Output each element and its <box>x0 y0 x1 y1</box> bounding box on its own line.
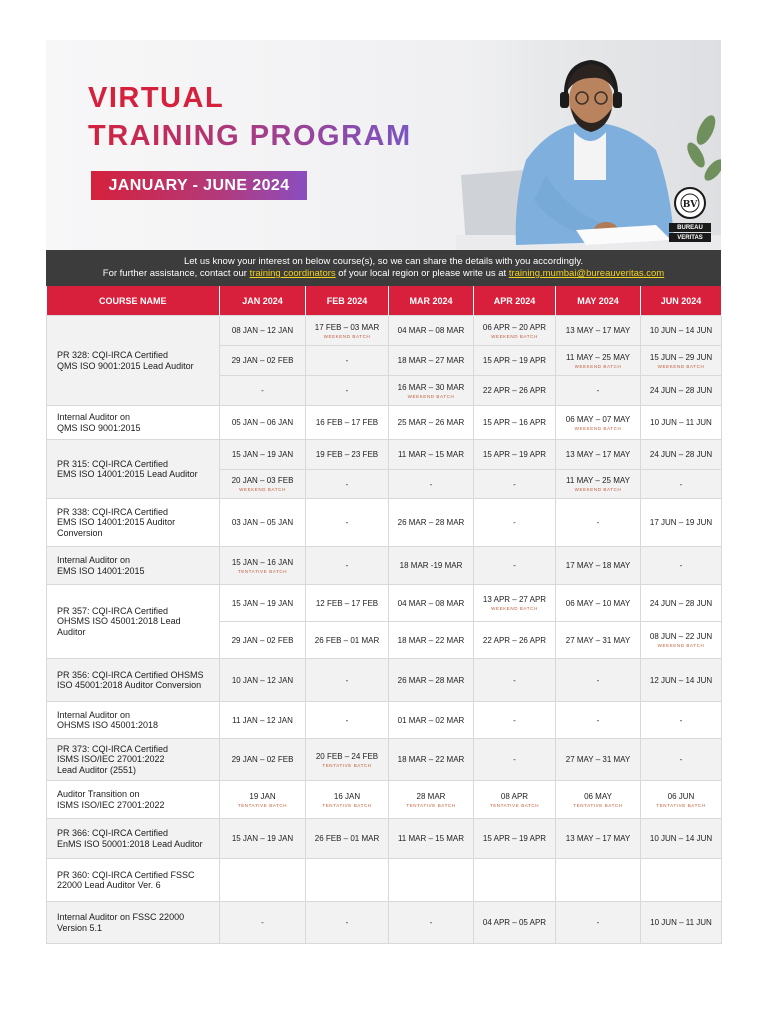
course-name-line: EMS ISO 14001:2015 Lead Auditor <box>57 469 198 479</box>
batch-dates: - <box>596 386 600 395</box>
schedule-cell <box>641 585 722 622</box>
schedule-cell <box>556 316 641 346</box>
batch-dates: 13 MAY – 17 MAY <box>565 450 631 459</box>
batch-dates: 16 MAR – 30 MAR <box>397 382 465 392</box>
batch-dates: - <box>596 918 600 927</box>
course-name-line: ISO 45001:2018 Auditor Conversion <box>57 680 202 690</box>
course-name-cell <box>47 316 220 406</box>
course-name-line: PR 360: CQI-IRCA Certified FSSC <box>57 869 195 880</box>
course-name-line: PR 328: CQI-IRCA Certified <box>57 350 169 360</box>
schedule-cell <box>474 902 556 944</box>
batch-dates: - <box>596 518 600 527</box>
course-name-line: ISMS ISO/IEC 27001:2022 <box>57 799 165 810</box>
batch-dates: - <box>513 755 516 764</box>
course-name-cell <box>47 440 220 499</box>
batch-dates: 15 APR – 19 APR <box>482 450 547 459</box>
schedule-cell <box>556 499 641 547</box>
schedule-cell <box>220 659 306 702</box>
schedule-cell <box>220 316 306 346</box>
schedule-cell <box>474 346 556 376</box>
batch-type-note: WEEKEND BATCH <box>239 487 286 492</box>
schedule-cell <box>556 659 641 702</box>
column-header-month: JUN 2024 <box>641 286 722 316</box>
schedule-cell <box>474 316 556 346</box>
schedule-cell <box>306 499 389 547</box>
schedule-cell <box>474 440 556 470</box>
batch-dates: 15 APR – 16 APR <box>482 418 547 427</box>
table-row <box>47 902 722 944</box>
batch-dates: 06 MAY – 10 MAY <box>565 598 631 608</box>
batch-dates: 29 JAN – 02 FEB <box>231 356 294 365</box>
batch-dates: 06 MAY – 07 MAY <box>565 414 631 424</box>
batch-type-note: TENTATIVE BATCH <box>573 802 623 808</box>
course-name-line: Auditor Transition on <box>57 789 140 799</box>
schedule-cell <box>641 739 722 781</box>
batch-dates: - <box>345 715 349 725</box>
schedule-cell <box>220 739 306 781</box>
batch-dates: 04 APR – 05 APR <box>482 918 547 927</box>
schedule-cell <box>474 659 556 702</box>
schedule-cell <box>556 376 641 406</box>
batch-type-note: TENTATIVE BATCH <box>406 802 456 808</box>
schedule-cell <box>220 859 306 902</box>
column-header-month: FEB 2024 <box>306 286 389 316</box>
schedule-cell <box>641 547 722 585</box>
course-name-cell <box>47 702 220 739</box>
batch-dates: - <box>345 356 349 365</box>
batch-dates: 11 MAR – 15 MAR <box>397 450 465 459</box>
column-header-month: MAY 2024 <box>556 286 641 316</box>
schedule-cell <box>306 470 389 499</box>
table-row <box>47 702 722 739</box>
batch-dates: 15 APR – 19 APR <box>482 834 547 843</box>
brochure-page <box>46 40 721 944</box>
schedule-cell <box>641 376 722 406</box>
schedule-cell <box>306 585 389 622</box>
schedule-cell <box>641 316 722 346</box>
schedule-cell <box>474 819 556 859</box>
batch-dates: 15 JUN – 29 JUN <box>649 352 713 362</box>
batch-dates: 26 FEB – 01 MAR <box>314 635 380 645</box>
batch-dates: 05 JAN – 06 JAN <box>231 418 294 427</box>
batch-dates: - <box>513 561 516 570</box>
schedule-cell <box>306 819 389 859</box>
course-name-line: PR 356: CQI-IRCA Certified OHSMS <box>57 669 204 680</box>
schedule-cell <box>389 739 474 781</box>
course-name-cell <box>47 859 220 902</box>
info-bar <box>46 250 721 286</box>
batch-dates: 22 APR – 26 APR <box>482 635 547 645</box>
course-name-line: Internal Auditor on <box>57 555 131 565</box>
batch-dates: - <box>345 675 349 685</box>
batch-dates: - <box>261 918 264 927</box>
schedule-cell <box>641 902 722 944</box>
batch-dates: 06 APR – 20 APR <box>482 322 547 332</box>
course-name-cell <box>47 585 220 659</box>
batch-type-note: TENTATIVE BATCH <box>489 802 540 808</box>
svg-text:BV: BV <box>682 200 698 210</box>
batch-dates: 27 MAY – 31 MAY <box>565 755 631 764</box>
batch-type-note: WEEKEND BATCH <box>574 487 622 492</box>
schedule-cell <box>220 440 306 470</box>
schedule-cell <box>474 499 556 547</box>
course-name-line: Version 5.1 <box>57 922 103 933</box>
schedule-cell <box>556 346 641 376</box>
batch-dates: 17 MAY – 18 MAY <box>565 561 631 570</box>
course-name-line: EnMS ISO 50001:2018 Lead Auditor <box>57 838 203 849</box>
batch-dates: 16 JAN <box>333 791 361 801</box>
course-name-cell <box>47 547 220 585</box>
schedule-cell <box>641 659 722 702</box>
table-row <box>47 739 722 781</box>
info-text-middle: of your local region or please write us at <box>335 268 509 279</box>
course-name-line: PR 357: CQI-IRCA Certified <box>57 605 169 616</box>
schedule-cell <box>641 781 722 819</box>
schedule-cell <box>556 547 641 585</box>
schedule-cell <box>474 622 556 659</box>
batch-dates: 08 JUN – 22 JUN <box>649 632 713 641</box>
schedule-cell <box>641 346 722 376</box>
schedule-cell <box>306 346 389 376</box>
batch-dates: 01 MAR – 02 MAR <box>397 715 465 725</box>
batch-dates: 10 JUN – 14 JUN <box>649 834 713 843</box>
batch-dates: 26 MAR – 28 MAR <box>397 675 465 685</box>
course-name-cell <box>47 902 220 944</box>
schedule-cell <box>556 739 641 781</box>
schedule-cell <box>389 406 474 440</box>
schedule-cell <box>556 440 641 470</box>
batch-dates: 20 FEB – 24 FEB <box>315 751 379 761</box>
course-name-line: EMS ISO 14001:2015 Auditor <box>57 517 176 528</box>
batch-dates: 10 JUN – 11 JUN <box>650 918 712 927</box>
schedule-cell <box>556 406 641 440</box>
batch-dates: 11 MAY – 25 MAY <box>566 476 630 485</box>
table-row <box>47 585 722 622</box>
logo-word-veritas: VERITAS <box>677 235 703 241</box>
schedule-cell <box>556 622 641 659</box>
batch-type-note: WEEKEND BATCH <box>574 425 622 431</box>
schedule-cell <box>556 470 641 499</box>
schedule-cell <box>306 702 389 739</box>
schedule-cell <box>556 819 641 859</box>
schedule-cell <box>389 499 474 547</box>
course-name-line: QMS ISO 9001:2015 <box>57 422 141 433</box>
schedule-cell <box>389 346 474 376</box>
table-row <box>47 316 722 346</box>
batch-dates: 04 MAR – 08 MAR <box>397 326 465 335</box>
column-header-month: MAR 2024 <box>389 286 474 316</box>
batch-dates: - <box>345 479 349 489</box>
schedule-cell <box>220 499 306 547</box>
schedule-cell <box>306 659 389 702</box>
batch-dates: 26 FEB – 01 MAR <box>314 834 380 843</box>
course-name-line: Lead Auditor (2551) <box>57 764 137 775</box>
batch-dates: - <box>345 518 349 527</box>
batch-dates: 08 JAN – 12 JAN <box>231 326 294 335</box>
schedule-cell <box>389 902 474 944</box>
batch-dates: 15 JAN – 19 JAN <box>231 598 294 608</box>
schedule-cell <box>220 406 306 440</box>
date-range-badge: JANUARY - JUNE 2024 <box>91 171 307 200</box>
course-name-line: OHSMS ISO 45001:2018 <box>57 720 159 730</box>
column-header-month: APR 2024 <box>474 286 556 316</box>
header-banner <box>46 40 721 250</box>
schedule-cell <box>220 781 306 819</box>
batch-dates: 24 JUN – 28 JUN <box>649 386 713 395</box>
schedule-cell <box>306 376 389 406</box>
schedule-cell <box>474 470 556 499</box>
schedule-cell <box>220 902 306 944</box>
table-row <box>47 659 722 702</box>
batch-dates: 06 JUN <box>667 791 695 801</box>
course-name-line: EMS ISO 14001:2015 <box>57 565 145 576</box>
training-coordinators-link[interactable]: training coordinators <box>249 268 336 279</box>
batch-dates: - <box>513 479 516 489</box>
schedule-cell <box>389 470 474 499</box>
batch-dates: 19 JAN <box>249 791 276 801</box>
batch-dates: 25 MAR – 26 MAR <box>397 418 465 427</box>
schedule-cell <box>220 547 306 585</box>
course-name-cell <box>47 499 220 547</box>
batch-dates: 13 APR – 27 APR <box>482 595 547 604</box>
course-name-line: ISMS ISO/IEC 27001:2022 <box>57 754 165 765</box>
course-name-line: PR 338: CQI-IRCA Certified <box>57 506 169 517</box>
batch-dates: - <box>513 675 516 685</box>
schedule-cell <box>556 585 641 622</box>
batch-dates: - <box>345 918 349 927</box>
batch-dates: - <box>429 918 433 927</box>
batch-dates: - <box>679 479 683 489</box>
batch-dates: 17 FEB – 03 MAR <box>314 322 380 332</box>
batch-dates: 24 JUN – 28 JUN <box>649 450 713 459</box>
schedule-cell <box>641 859 722 902</box>
batch-dates: 13 MAY – 17 MAY <box>565 326 631 335</box>
table-row <box>47 440 722 470</box>
schedule-cell <box>641 470 722 499</box>
course-name-cell <box>47 819 220 859</box>
batch-dates: 29 JAN – 02 FEB <box>231 635 294 645</box>
schedule-cell <box>641 702 722 739</box>
schedule-cell <box>220 819 306 859</box>
email-link[interactable]: training.mumbai@bureauveritas.com <box>508 268 665 279</box>
schedule-cell <box>389 440 474 470</box>
schedule-cell <box>474 859 556 902</box>
title-line-1: VIRTUAL <box>88 82 225 114</box>
batch-dates: - <box>679 561 683 570</box>
batch-dates: 26 MAR – 28 MAR <box>397 518 465 527</box>
schedule-cell <box>389 376 474 406</box>
schedule-cell <box>474 376 556 406</box>
batch-type-note: WEEKEND BATCH <box>323 333 371 339</box>
course-name-line: QMS ISO 9001:2015 Lead Auditor <box>57 360 194 371</box>
course-name-line: PR 315: CQI-IRCA Certified <box>57 458 169 469</box>
logo-wordmark <box>669 223 711 243</box>
batch-type-note: TENTATIVE BATCH <box>656 802 706 808</box>
batch-dates: 15 APR – 19 APR <box>482 356 547 365</box>
batch-dates: - <box>679 755 683 764</box>
batch-dates: 20 JAN – 03 FEB <box>231 476 294 485</box>
schedule-cell <box>474 406 556 440</box>
column-header-course: COURSE NAME <box>47 286 220 316</box>
title-line-2: TRAINING PROGRAM <box>88 120 412 152</box>
batch-dates: 04 MAR – 08 MAR <box>397 598 465 608</box>
info-line-1: Let us know your interest on below course(s), so we can share the details with you accordingly. <box>183 256 584 267</box>
batch-dates: 17 JUN – 19 JUN <box>649 518 713 527</box>
table-row <box>47 819 722 859</box>
batch-type-note: WEEKEND BATCH <box>407 393 455 399</box>
schedule-cell <box>306 902 389 944</box>
schedule-cell <box>641 406 722 440</box>
column-header-month: JAN 2024 <box>220 286 306 316</box>
batch-type-note: WEEKEND BATCH <box>574 363 622 369</box>
batch-type-note: WEEKEND BATCH <box>491 606 538 611</box>
batch-dates: 06 MAY <box>584 791 612 801</box>
batch-dates: 15 JAN – 19 JAN <box>231 834 294 843</box>
batch-type-note: WEEKEND BATCH <box>657 643 705 648</box>
schedule-cell <box>474 702 556 739</box>
batch-dates: 08 APR <box>500 791 529 801</box>
batch-dates: 15 JAN – 19 JAN <box>231 450 294 459</box>
schedule-cell <box>556 859 641 902</box>
batch-dates: 11 JAN – 12 JAN <box>232 715 293 725</box>
batch-dates: 13 MAY – 17 MAY <box>565 834 631 843</box>
batch-dates: - <box>345 386 349 395</box>
info-line-2 <box>46 268 721 280</box>
batch-dates: 27 MAY – 31 MAY <box>565 635 631 645</box>
schedule-cell <box>389 547 474 585</box>
schedule-cell <box>556 781 641 819</box>
table-body <box>47 316 722 944</box>
batch-dates: 22 APR – 26 APR <box>482 386 547 395</box>
batch-dates: 24 JUN – 28 JUN <box>649 598 713 608</box>
course-name-line: Internal Auditor on <box>57 709 131 720</box>
batch-dates: - <box>261 386 264 395</box>
table-row <box>47 547 722 585</box>
course-name-line: Internal Auditor on FSSC 22000 <box>57 912 185 922</box>
schedule-cell <box>474 739 556 781</box>
schedule-cell <box>389 781 474 819</box>
schedule-cell <box>220 585 306 622</box>
schedule-cell <box>220 622 306 659</box>
schedule-cell <box>306 739 389 781</box>
info-text-prefix: For further assistance, contact our <box>102 268 250 279</box>
batch-dates: 10 JAN – 12 JAN <box>231 675 294 685</box>
schedule-cell <box>641 499 722 547</box>
schedule-cell <box>306 781 389 819</box>
batch-dates: 19 FEB – 23 FEB <box>315 450 379 459</box>
course-name-line: Conversion <box>57 527 103 538</box>
schedule-cell <box>474 585 556 622</box>
batch-dates: - <box>513 715 516 725</box>
schedule-cell <box>556 902 641 944</box>
batch-dates: 10 JUN – 14 JUN <box>649 326 713 335</box>
course-name-line: 22000 Lead Auditor Ver. 6 <box>57 880 161 890</box>
schedule-cell <box>389 819 474 859</box>
course-name-line: OHSMS ISO 45001:2018 Lead <box>57 616 181 627</box>
schedule-cell <box>389 702 474 739</box>
schedule-cell <box>220 346 306 376</box>
batch-type-note: TENTATIVE BATCH <box>237 568 288 574</box>
batch-dates: 12 FEB – 17 FEB <box>315 598 379 608</box>
schedule-cell <box>474 547 556 585</box>
batch-type-note: TENTATIVE BATCH <box>322 802 372 808</box>
schedule-cell <box>641 622 722 659</box>
schedule-cell <box>556 702 641 739</box>
logo-word-bureau: BUREAU <box>677 225 703 231</box>
schedule-cell <box>474 781 556 819</box>
schedule-cell <box>641 819 722 859</box>
batch-dates: 15 JAN – 16 JAN <box>231 557 294 567</box>
batch-dates: 16 FEB – 17 FEB <box>315 418 379 427</box>
course-name-line: PR 366: CQI-IRCA Certified <box>57 828 169 838</box>
batch-dates: 18 MAR – 27 MAR <box>397 356 465 365</box>
batch-type-note: TENTATIVE BATCH <box>322 762 372 768</box>
table-row <box>47 406 722 440</box>
schedule-cell <box>306 859 389 902</box>
course-name-line: PR 373: CQI-IRCA Certified <box>57 743 169 754</box>
schedule-cell <box>306 622 389 659</box>
schedule-cell <box>389 316 474 346</box>
batch-dates: - <box>513 518 516 527</box>
batch-dates: - <box>345 561 349 570</box>
batch-dates: - <box>596 675 600 685</box>
batch-dates: 18 MAR – 22 MAR <box>397 755 465 764</box>
batch-type-note: WEEKEND BATCH <box>491 333 538 339</box>
batch-dates: 03 JAN – 05 JAN <box>231 518 294 527</box>
schedule-cell <box>306 440 389 470</box>
course-name-line: Internal Auditor on <box>57 412 131 422</box>
batch-type-note: WEEKEND BATCH <box>657 363 705 369</box>
course-name-cell <box>47 781 220 819</box>
batch-type-note: TENTATIVE BATCH <box>237 802 288 808</box>
schedule-cell <box>641 440 722 470</box>
batch-dates: 11 MAY – 25 MAY <box>566 352 630 362</box>
course-name-cell <box>47 659 220 702</box>
schedule-cell <box>306 316 389 346</box>
schedule-cell <box>220 376 306 406</box>
table-header-row <box>47 286 722 316</box>
batch-dates: - <box>429 479 433 489</box>
batch-dates: - <box>596 715 600 725</box>
batch-dates: 10 JUN – 11 JUN <box>650 418 712 427</box>
course-name-line: Auditor <box>57 626 86 637</box>
schedule-cell <box>306 547 389 585</box>
course-name-cell <box>47 406 220 440</box>
table-row <box>47 781 722 819</box>
schedule-cell <box>389 585 474 622</box>
schedule-cell <box>389 859 474 902</box>
batch-dates: 11 MAR – 15 MAR <box>397 834 465 843</box>
batch-dates: 18 MAR – 22 MAR <box>397 635 465 645</box>
schedule-cell <box>220 470 306 499</box>
batch-dates: 12 JUN – 14 JUN <box>649 675 713 685</box>
batch-dates: - <box>679 715 683 725</box>
batch-dates: 18 MAR -19 MAR <box>399 561 463 570</box>
schedule-cell <box>306 406 389 440</box>
schedule-table <box>46 286 722 944</box>
table-row <box>47 499 722 547</box>
schedule-cell <box>389 659 474 702</box>
course-name-cell <box>47 739 220 781</box>
batch-dates: 29 JAN – 02 FEB <box>231 755 294 764</box>
batch-dates: 28 MAR <box>416 791 446 801</box>
schedule-cell <box>220 702 306 739</box>
schedule-cell <box>389 622 474 659</box>
table-row <box>47 859 722 902</box>
